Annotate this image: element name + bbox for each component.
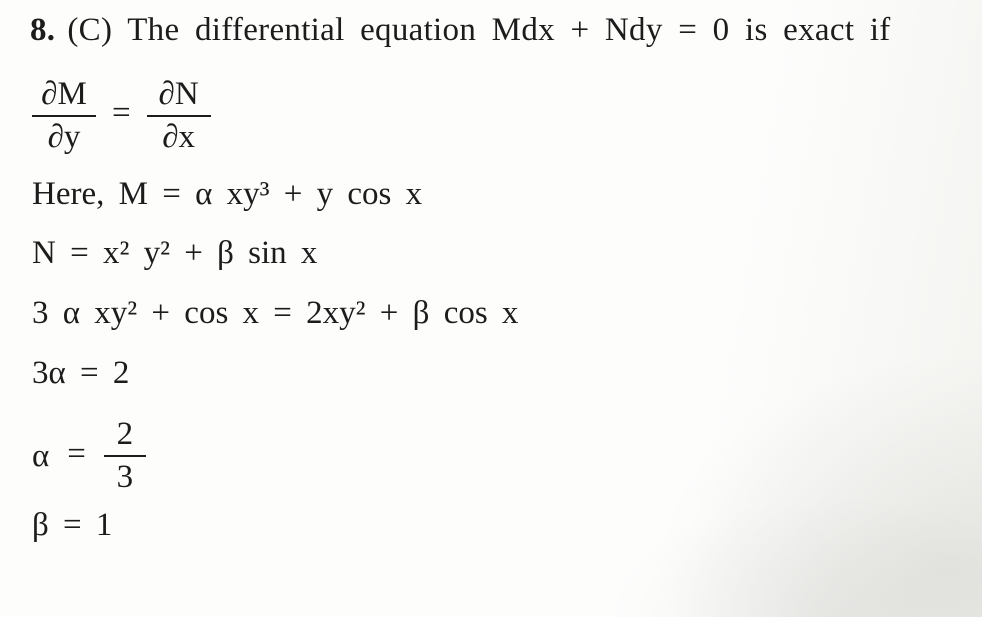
equals-sign: = (112, 95, 131, 132)
partial-n: ∂N (158, 76, 199, 112)
alpha-result (32, 415, 982, 497)
exactness-condition (32, 75, 982, 157)
step-three-alpha-equals-two: 3α = 2 (32, 354, 130, 391)
fraction-denominator: 3 (104, 455, 146, 497)
beta-result: β = 1 (32, 506, 113, 543)
equals-sign: = (67, 435, 86, 472)
fraction-numerator: 2 (116, 416, 134, 453)
fraction-partial-m-over-partial-y (32, 75, 96, 157)
fraction-two-thirds (104, 415, 146, 497)
step-m-definition: Here, M = α xy³ + y cos x (32, 175, 423, 212)
partial-m: ∂M (41, 76, 87, 112)
step-n-definition: N = x² y² + β sin x (32, 235, 318, 272)
alpha-symbol: α (32, 437, 50, 474)
partial-y: ∂y (32, 115, 96, 157)
step-partial-derivative-equality: 3 α xy² + cos x = 2xy² + β cos x (32, 294, 519, 331)
problem-heading (30, 12, 982, 49)
fraction-partial-n-over-partial-x (147, 75, 211, 157)
problem-statement: (C) The differential equation Mdx + Ndy = 0 is exact if (67, 12, 891, 48)
partial-x: ∂x (147, 115, 211, 157)
problem-number: 8. (30, 12, 56, 48)
